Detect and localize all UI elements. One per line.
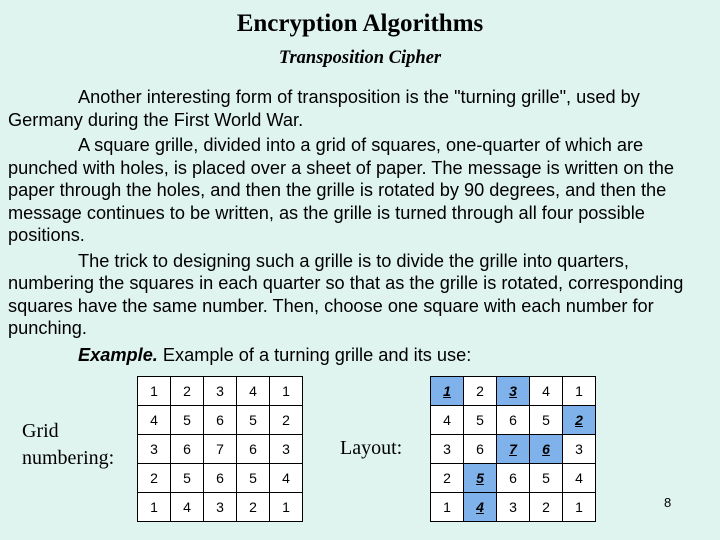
paragraph-square-grille: A square grille, divided into a grid of squares, one-quarter of which are punched with holes, is placed over a sheet of paper. The message is written on the paper through the holes, and then the grille is rotated by 90 degrees, and then the message continues to be written, as the grille is turned through all four possible positions. (8, 135, 674, 245)
layout-cell: 6 (464, 435, 497, 464)
layout-cell-punched: 3 (497, 377, 530, 406)
grid-numbering-cell: 1 (138, 493, 171, 522)
layout-cell: 2 (530, 493, 563, 522)
layout-cell: 2 (464, 377, 497, 406)
grid-numbering-row (138, 406, 303, 435)
grid-numbering-cell: 3 (270, 435, 303, 464)
grid-numbering-table (137, 376, 303, 522)
grid-numbering-cell: 5 (171, 464, 204, 493)
layout-cell: 3 (431, 435, 464, 464)
grid-numbering-cell: 2 (237, 493, 270, 522)
grid-numbering-cell: 5 (237, 406, 270, 435)
layout-cell: 5 (464, 406, 497, 435)
grid-numbering-cell: 3 (204, 377, 237, 406)
slide-subtitle: Transposition Cipher (278, 48, 442, 68)
slide-title: Encryption Algorithms (236, 10, 484, 37)
layout-cell: 6 (497, 464, 530, 493)
grid-numbering-cell: 6 (171, 435, 204, 464)
layout-cell: 5 (530, 464, 563, 493)
layout-table (430, 376, 596, 522)
grid-numbering-cell: 4 (171, 493, 204, 522)
body-text (8, 86, 712, 343)
layout-row (431, 493, 596, 522)
layout-caption: Layout: (340, 437, 403, 459)
grid-numbering-cell: 3 (204, 493, 237, 522)
layout-cell: 5 (530, 406, 563, 435)
example-text: Example of a turning grille and its use: (157, 345, 472, 365)
grid-caption-line2: numbering: (22, 447, 115, 469)
grid-numbering-cell: 2 (270, 406, 303, 435)
grid-numbering-cell: 4 (270, 464, 303, 493)
layout-cell-punched: 6 (530, 435, 563, 464)
layout-cell: 1 (563, 493, 596, 522)
layout-cell: 4 (530, 377, 563, 406)
example-line (78, 345, 471, 366)
layout-cell: 4 (431, 406, 464, 435)
grid-numbering-cell: 2 (171, 377, 204, 406)
grid-caption-line1: Grid (22, 420, 59, 442)
layout-row (431, 464, 596, 493)
grid-numbering-cell: 2 (138, 464, 171, 493)
grid-numbering-cell: 6 (204, 464, 237, 493)
grid-numbering-cell: 7 (204, 435, 237, 464)
layout-cell-punched: 7 (497, 435, 530, 464)
layout-cell-punched: 1 (431, 377, 464, 406)
grid-numbering-cell: 4 (237, 377, 270, 406)
grid-numbering-row (138, 435, 303, 464)
grid-numbering-cell: 3 (138, 435, 171, 464)
layout-row (431, 406, 596, 435)
grid-numbering-row (138, 464, 303, 493)
layout-row (431, 435, 596, 464)
grid-numbering-cell: 5 (237, 464, 270, 493)
layout-cell: 4 (563, 464, 596, 493)
paragraph-trick: The trick to designing such a grille is to divide the grille into quarters, numbering the squares in each quarter so that as the grille is rotated, corresponding squares have the same number. Then, choose one square with each number for punching. (8, 250, 684, 338)
layout-cell-punched: 4 (464, 493, 497, 522)
grid-numbering-row (138, 377, 303, 406)
layout-cell: 6 (497, 406, 530, 435)
layout-cell: 3 (497, 493, 530, 522)
grid-numbering-cell: 1 (270, 377, 303, 406)
grid-numbering-cell: 6 (204, 406, 237, 435)
grid-numbering-caption (22, 418, 114, 472)
grid-numbering-cell: 1 (138, 377, 171, 406)
layout-cell: 1 (563, 377, 596, 406)
grid-numbering-cell: 5 (171, 406, 204, 435)
layout-cell-punched: 5 (464, 464, 497, 493)
grid-numbering-cell: 4 (138, 406, 171, 435)
paragraph-turning-grille: Another interesting form of transposition is the "turning grille", used by Germany during the First World War. (8, 87, 640, 130)
layout-cell-punched: 2 (563, 406, 596, 435)
page-number: 8 (664, 495, 672, 510)
grid-numbering-row (138, 493, 303, 522)
grid-numbering-cell: 1 (270, 493, 303, 522)
layout-row (431, 377, 596, 406)
layout-cell: 3 (563, 435, 596, 464)
grid-numbering-cell: 6 (237, 435, 270, 464)
layout-cell: 2 (431, 464, 464, 493)
layout-cell: 1 (431, 493, 464, 522)
example-label: Example. (78, 345, 158, 365)
